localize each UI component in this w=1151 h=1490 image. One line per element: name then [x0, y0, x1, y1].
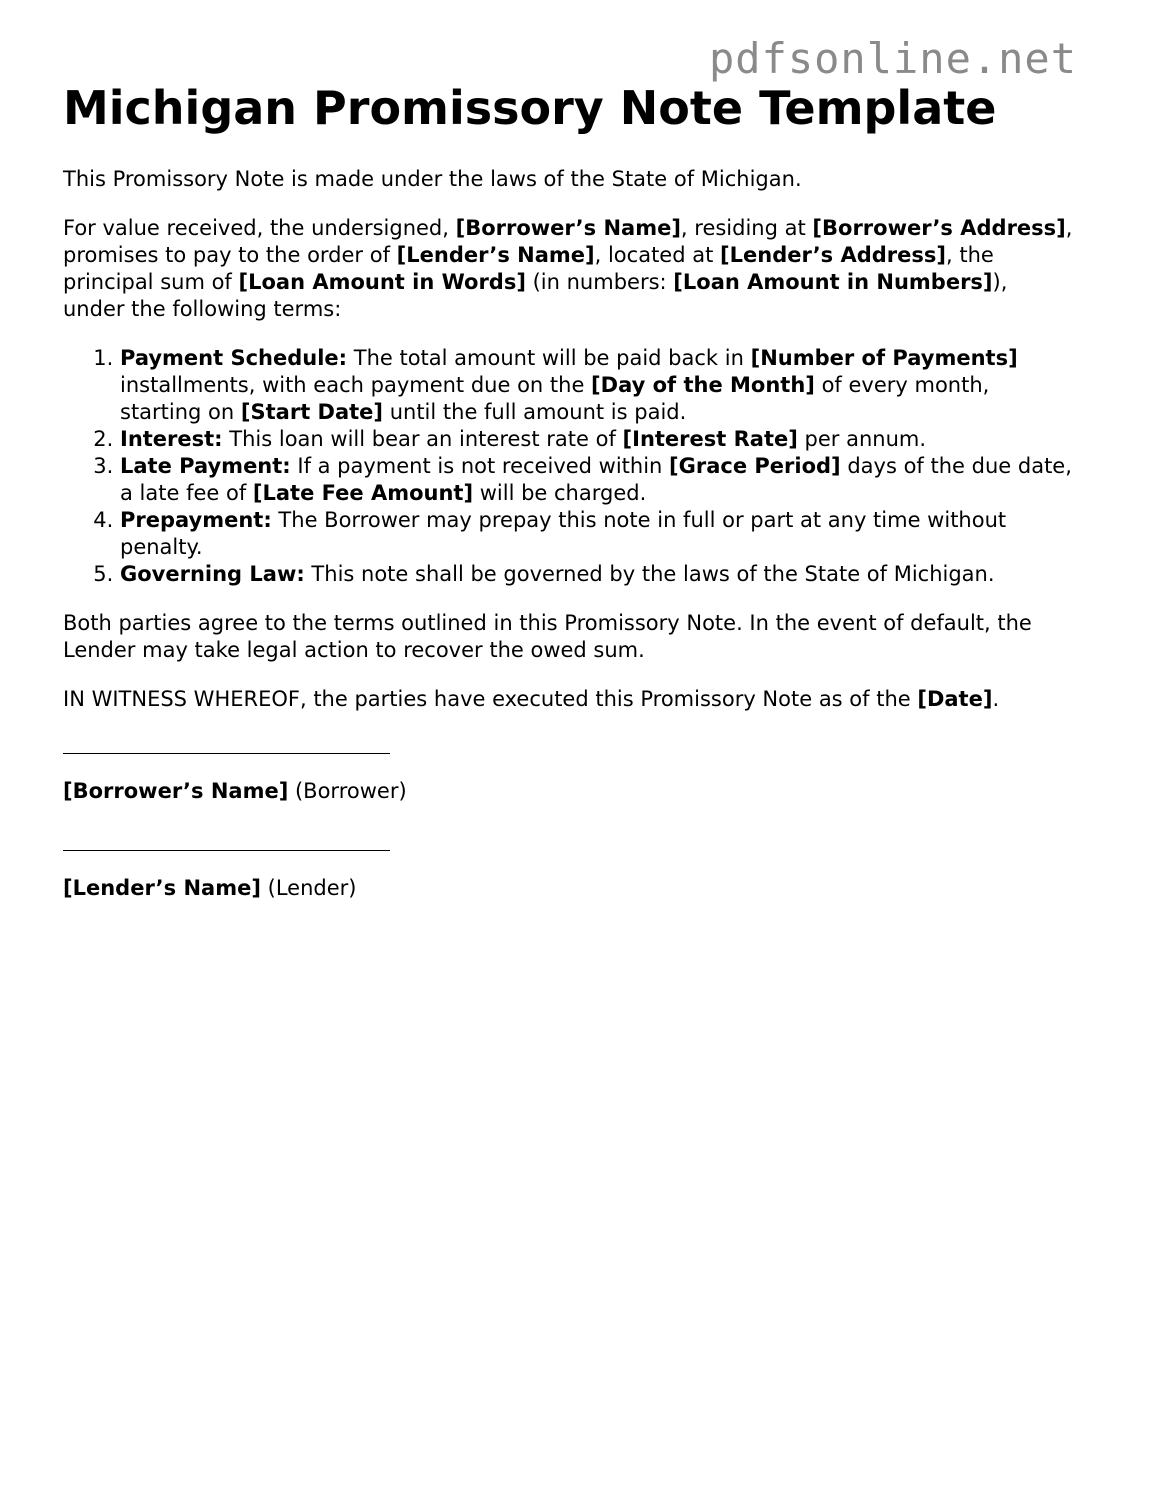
preamble-text: ), under the following terms:	[63, 270, 1008, 321]
number-of-payments-placeholder: [Number of Payments]	[750, 346, 1018, 370]
term-label: Prepayment:	[120, 508, 272, 532]
lender-address-placeholder: [Lender’s Address]	[720, 243, 947, 267]
agreement-paragraph: Both parties agree to the terms outlined in this Promissory Note. In the event of default, the Lender may take legal action to recover the owed sum.	[63, 611, 1032, 662]
signature-role: (Borrower)	[288, 779, 407, 803]
term-label: Late Payment:	[120, 454, 291, 478]
document-page	[63, 80, 1073, 902]
term-text: until the full amount is paid.	[383, 400, 687, 424]
preamble-text: For value received, the undersigned,	[63, 216, 456, 240]
term-text: installments, with each payment due on the	[120, 373, 592, 397]
lender-name-placeholder: [Lender’s Name]	[63, 876, 261, 900]
term-payment-schedule	[120, 345, 1073, 426]
term-governing-law	[120, 561, 1073, 588]
terms-list	[63, 345, 1073, 588]
term-text: This loan will bear an interest rate of	[222, 427, 623, 451]
late-fee-placeholder: [Late Fee Amount]	[252, 481, 474, 505]
preamble-paragraph	[63, 215, 1073, 323]
loan-amount-numbers-placeholder: [Loan Amount in Numbers]	[673, 270, 993, 294]
grace-period-placeholder: [Grace Period]	[669, 454, 841, 478]
interest-rate-placeholder: [Interest Rate]	[622, 427, 798, 451]
witness-text: .	[992, 687, 1000, 711]
witness-paragraph	[63, 686, 1073, 713]
loan-amount-words-placeholder: [Loan Amount in Words]	[238, 270, 526, 294]
term-text: per annum.	[797, 427, 927, 451]
term-interest	[120, 426, 1073, 453]
term-late-payment	[120, 453, 1073, 507]
lender-signature-label	[63, 875, 1073, 902]
intro-paragraph: This Promissory Note is made under the laws of the State of Michigan.	[63, 167, 802, 191]
term-text: will be charged.	[473, 481, 647, 505]
term-text: If a payment is not received within	[290, 454, 670, 478]
borrower-signature-label	[63, 778, 1073, 805]
lender-signature-line[interactable]	[63, 850, 390, 851]
term-label: Interest:	[120, 427, 223, 451]
borrower-name-placeholder: [Borrower’s Name]	[63, 779, 289, 803]
signature-role: (Lender)	[260, 876, 357, 900]
witness-text: IN WITNESS WHEREOF, the parties have executed this Promissory Note as of the	[63, 687, 918, 711]
borrower-name-placeholder: [Borrower’s Name]	[455, 216, 681, 240]
lender-name-placeholder: [Lender’s Name]	[396, 243, 595, 267]
preamble-text: , residing at	[680, 216, 813, 240]
term-text: days of the due date, a late fee of	[120, 454, 1072, 505]
watermark: pdfsonline.net	[709, 34, 1078, 83]
page-title: Michigan Promissory Note Template	[63, 81, 997, 135]
preamble-text: , located at	[594, 243, 721, 267]
term-label: Governing Law:	[120, 562, 305, 586]
preamble-text: , the principal sum of	[63, 243, 994, 294]
borrower-address-placeholder: [Borrower’s Address]	[812, 216, 1066, 240]
term-text: The Borrower may prepay this note in full or part at any time without penalty.	[120, 508, 1007, 559]
start-date-placeholder: [Start Date]	[240, 400, 384, 424]
term-prepayment	[120, 507, 1073, 561]
preamble-text: , promises to pay to the order of	[63, 216, 1073, 267]
term-text: The total amount will be paid back in	[347, 346, 751, 370]
preamble-text: (in numbers:	[525, 270, 674, 294]
day-of-month-placeholder: [Day of the Month]	[591, 373, 815, 397]
term-text: This note shall be governed by the laws of the State of Michigan.	[304, 562, 995, 586]
date-placeholder: [Date]	[917, 687, 993, 711]
term-label: Payment Schedule:	[120, 346, 348, 370]
term-text: of every month, starting on	[120, 373, 990, 424]
borrower-signature-line[interactable]	[63, 753, 390, 754]
